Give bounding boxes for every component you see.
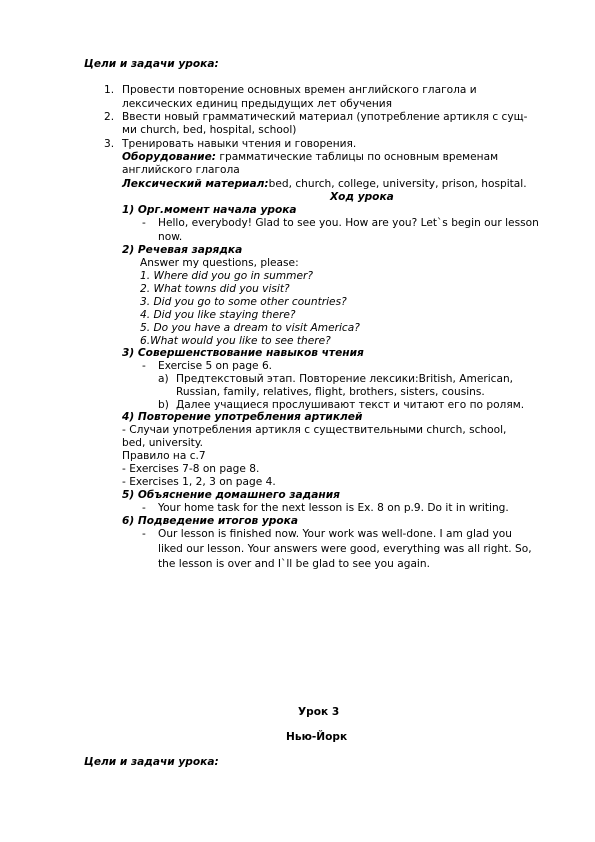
stage-6-dash: - — [142, 528, 146, 540]
stage-3-b-line: Далее учащиеся прослушивают текст и читают его по ролям. — [176, 399, 525, 411]
equipment-line — [122, 151, 498, 164]
stage-1-title: 1) Орг.момент начала урока — [122, 204, 297, 216]
stage-3-a-line-1: Предтекстовый этап. Повторение лексики:British, American, — [176, 373, 514, 385]
question-6: 6.What would you like to see there? — [140, 335, 331, 347]
goal-3-number: 3. — [104, 138, 115, 150]
next-lesson-goals-heading: Цели и задачи урока: — [84, 756, 219, 768]
stage-6-title: 6) Подведение итогов урока — [122, 515, 298, 527]
stage-4-line-4: - Exercises 7-8 on page 8. — [122, 463, 260, 475]
goal-2-line-2: ми church, bed, hospital, school) — [122, 124, 297, 136]
vocab-line — [122, 178, 527, 191]
next-lesson-topic: Нью-Йорк — [286, 731, 348, 743]
stage-5-dash: - — [142, 502, 146, 514]
goal-2-line-1: Ввести новый грамматический материал (употребление артикля с сущ- — [122, 111, 528, 123]
vocab-label: Лексический материал: — [122, 178, 269, 190]
stage-4-line-2: bed, university. — [122, 437, 203, 449]
stage-6-line-3: the lesson is over and I`ll be glad to see you again. — [158, 558, 430, 570]
stage-4-line-1: - Случаи употребления артикля с существительными church, school, — [122, 424, 507, 436]
stage-3-a-line-2: Russian, family, relatives, flight, brothers, sisters, cousins. — [176, 386, 485, 398]
stage-6-line-1: Our lesson is finished now. Your work was well-done. I am glad you — [158, 528, 512, 540]
stage-4-line-3: Правило на с.7 — [122, 450, 206, 462]
stage-4-line-5: - Exercises 1, 2, 3 on page 4. — [122, 476, 276, 488]
vocab-text: bed, church, college, university, prison, hospital. — [268, 178, 527, 190]
goal-1-line-2: лексических единиц предыдущих лет обучения — [122, 98, 393, 110]
stage-2-intro: Answer my questions, please: — [140, 257, 299, 269]
question-2: 2. What towns did you visit? — [140, 283, 290, 295]
stage-1-line-1: Hello, everybody! Glad to see you. How are you? Let`s begin our lesson — [158, 217, 539, 229]
question-5: 5. Do you have a dream to visit America? — [140, 322, 360, 334]
stage-3-title: 3) Совершенствование навыков чтения — [122, 347, 364, 359]
stage-2-title: 2) Речевая зарядка — [122, 244, 243, 256]
stage-5-title: 5) Объяснение домашнего задания — [122, 489, 340, 501]
equipment-label: Оборудование: — [122, 151, 217, 163]
stage-4-title: 4) Повторение употребления артиклей — [122, 411, 363, 423]
lesson-title: Ход урока — [330, 191, 394, 203]
stage-1-dash: - — [142, 217, 146, 229]
goal-3-line-1: Тренировать навыки чтения и говорения. — [122, 138, 357, 150]
stage-6-line-2: liked our lesson. Your answers were good, everything was all right. So, — [158, 543, 532, 555]
equipment-text: грамматические таблицы по основным временам — [216, 151, 499, 163]
goals-heading: Цели и задачи урока: — [84, 58, 219, 70]
stage-3-line: Exercise 5 on page 6. — [158, 360, 273, 372]
goal-1-number: 1. — [104, 84, 115, 96]
stage-3-b-label: b) — [158, 399, 169, 411]
stage-3-dash: - — [142, 360, 146, 372]
goal-1-line-1: Провести повторение основных времен английского глагола и — [122, 84, 477, 96]
next-lesson-number: Урок 3 — [298, 706, 340, 718]
goal-2-number: 2. — [104, 111, 115, 123]
question-3: 3. Did you go to some other countries? — [140, 296, 347, 308]
stage-3-a-label: a) — [158, 373, 169, 385]
equipment-line-2: английского глагола — [122, 164, 240, 176]
question-4: 4. Did you like staying there? — [140, 309, 296, 321]
stage-1-line-2: now. — [158, 231, 183, 243]
stage-5-line: Your home task for the next lesson is Ex. 8 on p.9. Do it in writing. — [158, 502, 509, 514]
question-1: 1. Where did you go in summer? — [140, 270, 313, 282]
